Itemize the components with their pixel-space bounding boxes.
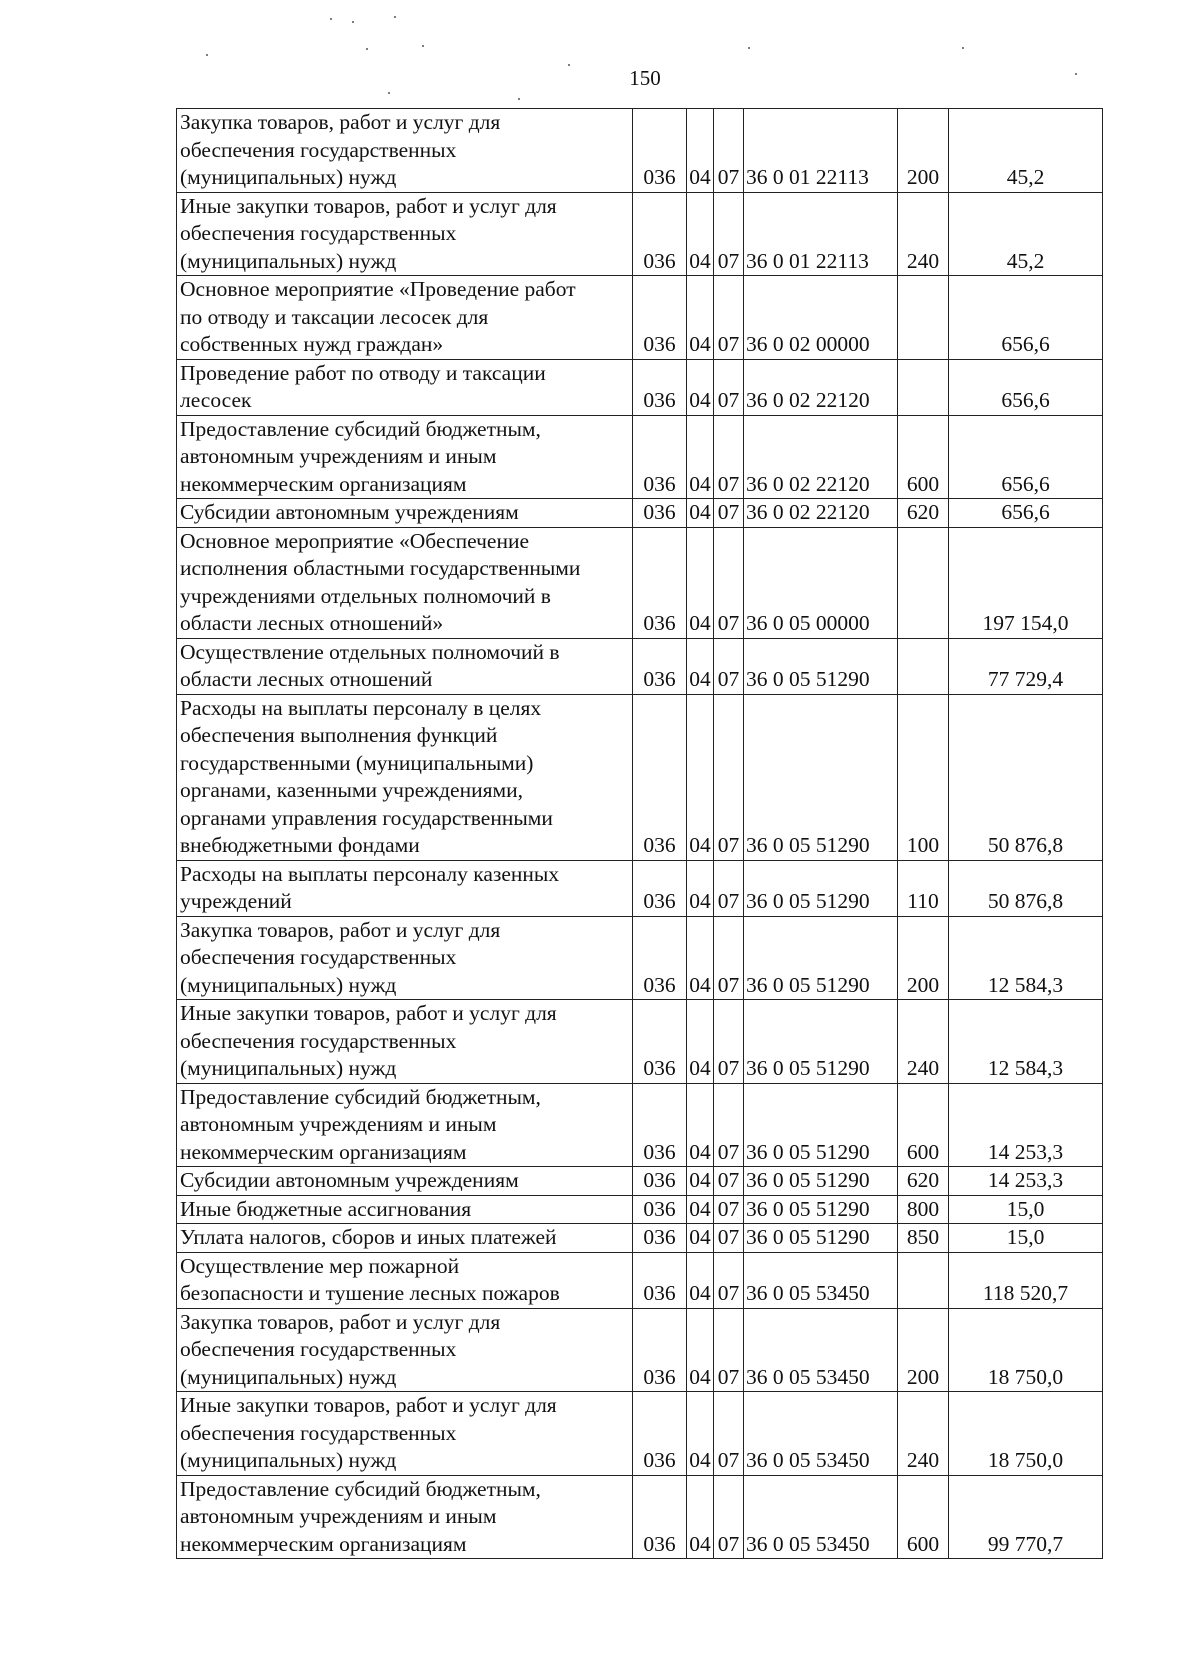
row-grbs-cell: 036 xyxy=(633,1195,687,1224)
row-expense-type-cell: 240 xyxy=(898,192,949,276)
row-section-cell: 04 xyxy=(687,415,714,499)
row-subsection-cell: 07 xyxy=(714,860,744,916)
row-expense-type-cell: 240 xyxy=(898,1392,949,1476)
table-row xyxy=(177,1167,1103,1196)
row-expense-type-cell: 200 xyxy=(898,916,949,1000)
row-expense-type-cell: 200 xyxy=(898,1308,949,1392)
row-section-cell: 04 xyxy=(687,276,714,360)
table-row xyxy=(177,916,1103,1000)
row-name-cell: Основное мероприятие «Проведение работ по отводу и таксации лесосек для собственных нужд граждан» xyxy=(177,276,633,360)
row-grbs-cell: 036 xyxy=(633,1392,687,1476)
row-amount-cell: 18 750,0 xyxy=(949,1308,1103,1392)
table-body xyxy=(177,109,1103,1559)
row-grbs-cell: 036 xyxy=(633,1167,687,1196)
row-target-article-cell: 36 0 02 22120 xyxy=(744,415,898,499)
row-grbs-cell: 036 xyxy=(633,1308,687,1392)
row-name-cell: Предоставление субсидий бюджетным, автономным учреждениям и иным некоммерческим организациям xyxy=(177,1083,633,1167)
table-row xyxy=(177,1224,1103,1253)
row-amount-cell: 14 253,3 xyxy=(949,1083,1103,1167)
row-subsection-cell: 07 xyxy=(714,1195,744,1224)
table-row xyxy=(177,276,1103,360)
row-target-article-cell: 36 0 05 51290 xyxy=(744,1083,898,1167)
row-target-article-cell: 36 0 05 53450 xyxy=(744,1475,898,1559)
row-expense-type-cell: 620 xyxy=(898,1167,949,1196)
row-name-cell: Закупка товаров, работ и услуг для обеспечения государственных (муниципальных) нужд xyxy=(177,109,633,193)
scan-speck xyxy=(352,21,354,23)
row-target-article-cell: 36 0 05 51290 xyxy=(744,916,898,1000)
row-amount-cell: 12 584,3 xyxy=(949,1000,1103,1084)
row-grbs-cell: 036 xyxy=(633,916,687,1000)
row-grbs-cell: 036 xyxy=(633,1475,687,1559)
row-target-article-cell: 36 0 01 22113 xyxy=(744,109,898,193)
row-section-cell: 04 xyxy=(687,860,714,916)
row-name-cell: Закупка товаров, работ и услуг для обеспечения государственных (муниципальных) нужд xyxy=(177,1308,633,1392)
row-section-cell: 04 xyxy=(687,1308,714,1392)
row-expense-type-cell: 620 xyxy=(898,499,949,528)
row-target-article-cell: 36 0 05 53450 xyxy=(744,1308,898,1392)
row-expense-type-cell: 600 xyxy=(898,1475,949,1559)
row-target-article-cell: 36 0 05 51290 xyxy=(744,1195,898,1224)
row-amount-cell: 15,0 xyxy=(949,1224,1103,1253)
row-section-cell: 04 xyxy=(687,1167,714,1196)
row-section-cell: 04 xyxy=(687,694,714,860)
row-amount-cell: 118 520,7 xyxy=(949,1252,1103,1308)
row-name-cell: Расходы на выплаты персоналу в целях обеспечения выполнения функций государственными (муниципальными) органами, казенными учреждениями, органами управления государственными внебюджетными фондами xyxy=(177,694,633,860)
row-expense-type-cell: 240 xyxy=(898,1000,949,1084)
row-grbs-cell: 036 xyxy=(633,1083,687,1167)
row-section-cell: 04 xyxy=(687,916,714,1000)
row-amount-cell: 50 876,8 xyxy=(949,694,1103,860)
scan-speck xyxy=(748,47,750,49)
row-grbs-cell: 036 xyxy=(633,499,687,528)
row-section-cell: 04 xyxy=(687,109,714,193)
row-target-article-cell: 36 0 05 00000 xyxy=(744,527,898,638)
row-section-cell: 04 xyxy=(687,638,714,694)
row-target-article-cell: 36 0 02 22120 xyxy=(744,359,898,415)
row-target-article-cell: 36 0 05 51290 xyxy=(744,694,898,860)
scan-speck xyxy=(962,47,964,49)
scan-speck xyxy=(422,45,424,47)
row-section-cell: 04 xyxy=(687,1475,714,1559)
table-row xyxy=(177,1195,1103,1224)
row-subsection-cell: 07 xyxy=(714,415,744,499)
scan-speck xyxy=(1075,73,1077,75)
row-subsection-cell: 07 xyxy=(714,1252,744,1308)
row-section-cell: 04 xyxy=(687,1083,714,1167)
row-grbs-cell: 036 xyxy=(633,694,687,860)
row-grbs-cell: 036 xyxy=(633,527,687,638)
row-section-cell: 04 xyxy=(687,192,714,276)
row-amount-cell: 50 876,8 xyxy=(949,860,1103,916)
row-section-cell: 04 xyxy=(687,527,714,638)
row-amount-cell: 18 750,0 xyxy=(949,1392,1103,1476)
row-amount-cell: 656,6 xyxy=(949,415,1103,499)
row-amount-cell: 197 154,0 xyxy=(949,527,1103,638)
row-subsection-cell: 07 xyxy=(714,527,744,638)
scan-speck xyxy=(330,18,332,20)
row-target-article-cell: 36 0 05 53450 xyxy=(744,1252,898,1308)
table-row xyxy=(177,359,1103,415)
scan-speck xyxy=(518,98,520,100)
table-row xyxy=(177,1252,1103,1308)
row-expense-type-cell: 850 xyxy=(898,1224,949,1253)
row-subsection-cell: 07 xyxy=(714,1475,744,1559)
row-expense-type-cell xyxy=(898,638,949,694)
row-section-cell: 04 xyxy=(687,499,714,528)
row-expense-type-cell xyxy=(898,359,949,415)
row-grbs-cell: 036 xyxy=(633,1224,687,1253)
scan-speck xyxy=(388,92,390,94)
row-target-article-cell: 36 0 05 51290 xyxy=(744,860,898,916)
row-amount-cell: 77 729,4 xyxy=(949,638,1103,694)
row-amount-cell: 656,6 xyxy=(949,499,1103,528)
row-subsection-cell: 07 xyxy=(714,1167,744,1196)
row-grbs-cell: 036 xyxy=(633,638,687,694)
row-subsection-cell: 07 xyxy=(714,638,744,694)
row-expense-type-cell: 200 xyxy=(898,109,949,193)
row-amount-cell: 14 253,3 xyxy=(949,1167,1103,1196)
row-subsection-cell: 07 xyxy=(714,359,744,415)
row-subsection-cell: 07 xyxy=(714,694,744,860)
table-row xyxy=(177,415,1103,499)
row-section-cell: 04 xyxy=(687,359,714,415)
row-name-cell: Расходы на выплаты персоналу казенных учреждений xyxy=(177,860,633,916)
row-grbs-cell: 036 xyxy=(633,860,687,916)
row-expense-type-cell xyxy=(898,1252,949,1308)
row-subsection-cell: 07 xyxy=(714,1392,744,1476)
row-subsection-cell: 07 xyxy=(714,1308,744,1392)
row-amount-cell: 99 770,7 xyxy=(949,1475,1103,1559)
row-amount-cell: 45,2 xyxy=(949,192,1103,276)
table-row xyxy=(177,1083,1103,1167)
row-name-cell: Иные бюджетные ассигнования xyxy=(177,1195,633,1224)
row-subsection-cell: 07 xyxy=(714,1000,744,1084)
row-target-article-cell: 36 0 02 22120 xyxy=(744,499,898,528)
row-amount-cell: 656,6 xyxy=(949,359,1103,415)
row-section-cell: 04 xyxy=(687,1000,714,1084)
row-subsection-cell: 07 xyxy=(714,109,744,193)
row-target-article-cell: 36 0 05 51290 xyxy=(744,1167,898,1196)
row-name-cell: Иные закупки товаров, работ и услуг для обеспечения государственных (муниципальных) нужд xyxy=(177,192,633,276)
row-name-cell: Иные закупки товаров, работ и услуг для обеспечения государственных (муниципальных) нужд xyxy=(177,1392,633,1476)
scan-speck xyxy=(568,64,570,66)
row-name-cell: Уплата налогов, сборов и иных платежей xyxy=(177,1224,633,1253)
row-target-article-cell: 36 0 05 51290 xyxy=(744,1000,898,1084)
table-row xyxy=(177,192,1103,276)
table-row xyxy=(177,1000,1103,1084)
row-name-cell: Основное мероприятие «Обеспечение исполнения областными государственными учреждениями отдельных полномочий в области лесных отношений» xyxy=(177,527,633,638)
row-name-cell: Осуществление мер пожарной безопасности и тушение лесных пожаров xyxy=(177,1252,633,1308)
row-expense-type-cell: 110 xyxy=(898,860,949,916)
row-expense-type-cell: 600 xyxy=(898,415,949,499)
row-grbs-cell: 036 xyxy=(633,192,687,276)
row-section-cell: 04 xyxy=(687,1392,714,1476)
row-expense-type-cell: 600 xyxy=(898,1083,949,1167)
row-expense-type-cell: 100 xyxy=(898,694,949,860)
table-row xyxy=(177,527,1103,638)
row-name-cell: Предоставление субсидий бюджетным, автономным учреждениям и иным некоммерческим организациям xyxy=(177,1475,633,1559)
row-expense-type-cell xyxy=(898,276,949,360)
row-amount-cell: 12 584,3 xyxy=(949,916,1103,1000)
row-subsection-cell: 07 xyxy=(714,276,744,360)
table-row xyxy=(177,1475,1103,1559)
page-number: 150 xyxy=(629,66,661,90)
row-subsection-cell: 07 xyxy=(714,1224,744,1253)
table-row xyxy=(177,109,1103,193)
table-row xyxy=(177,1308,1103,1392)
row-target-article-cell: 36 0 05 53450 xyxy=(744,1392,898,1476)
row-name-cell: Проведение работ по отводу и таксации лесосек xyxy=(177,359,633,415)
row-target-article-cell: 36 0 02 00000 xyxy=(744,276,898,360)
row-subsection-cell: 07 xyxy=(714,499,744,528)
row-name-cell: Иные закупки товаров, работ и услуг для обеспечения государственных (муниципальных) нужд xyxy=(177,1000,633,1084)
row-section-cell: 04 xyxy=(687,1224,714,1253)
row-expense-type-cell xyxy=(898,527,949,638)
row-name-cell: Осуществление отдельных полномочий в области лесных отношений xyxy=(177,638,633,694)
row-grbs-cell: 036 xyxy=(633,359,687,415)
row-target-article-cell: 36 0 01 22113 xyxy=(744,192,898,276)
row-grbs-cell: 036 xyxy=(633,1252,687,1308)
row-subsection-cell: 07 xyxy=(714,916,744,1000)
scan-speck xyxy=(366,48,368,50)
budget-table xyxy=(176,108,1103,1559)
table-row xyxy=(177,860,1103,916)
row-name-cell: Предоставление субсидий бюджетным, автономным учреждениям и иным некоммерческим организациям xyxy=(177,415,633,499)
table-row xyxy=(177,694,1103,860)
row-amount-cell: 656,6 xyxy=(949,276,1103,360)
row-expense-type-cell: 800 xyxy=(898,1195,949,1224)
scan-speck xyxy=(206,54,208,56)
row-grbs-cell: 036 xyxy=(633,109,687,193)
table-row xyxy=(177,638,1103,694)
row-grbs-cell: 036 xyxy=(633,415,687,499)
row-target-article-cell: 36 0 05 51290 xyxy=(744,1224,898,1253)
table-row xyxy=(177,1392,1103,1476)
row-section-cell: 04 xyxy=(687,1195,714,1224)
row-subsection-cell: 07 xyxy=(714,1083,744,1167)
scan-speck xyxy=(394,16,396,18)
row-target-article-cell: 36 0 05 51290 xyxy=(744,638,898,694)
row-amount-cell: 45,2 xyxy=(949,109,1103,193)
row-grbs-cell: 036 xyxy=(633,1000,687,1084)
row-name-cell: Закупка товаров, работ и услуг для обеспечения государственных (муниципальных) нужд xyxy=(177,916,633,1000)
row-name-cell: Субсидии автономным учреждениям xyxy=(177,499,633,528)
row-name-cell: Субсидии автономным учреждениям xyxy=(177,1167,633,1196)
row-subsection-cell: 07 xyxy=(714,192,744,276)
table-row xyxy=(177,499,1103,528)
row-amount-cell: 15,0 xyxy=(949,1195,1103,1224)
row-section-cell: 04 xyxy=(687,1252,714,1308)
row-grbs-cell: 036 xyxy=(633,276,687,360)
